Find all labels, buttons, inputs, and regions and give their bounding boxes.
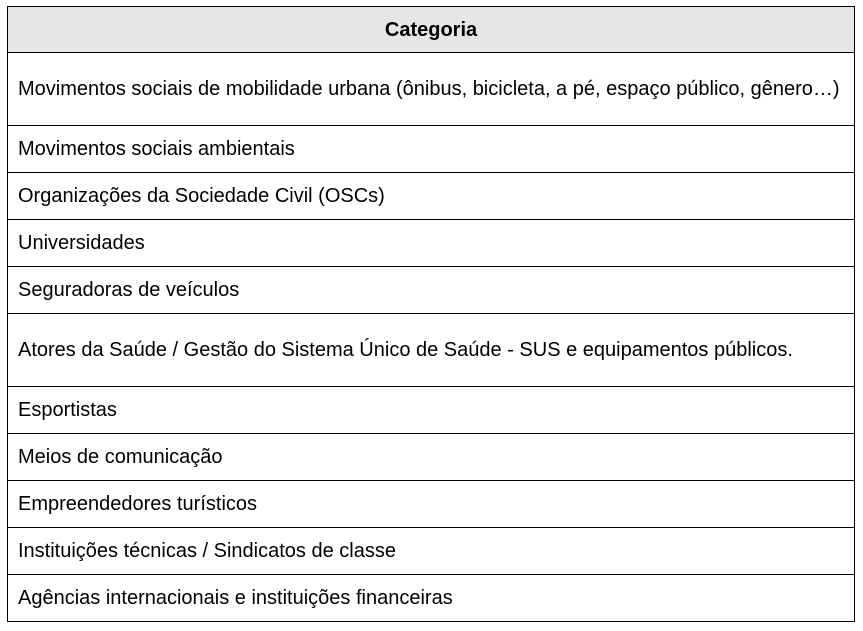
table-row bbox=[8, 173, 855, 220]
table-row bbox=[8, 528, 855, 575]
table-row bbox=[8, 575, 855, 622]
table-row bbox=[8, 314, 855, 387]
table-row bbox=[8, 387, 855, 434]
table-cell: Organizações da Sociedade Civil (OSCs) bbox=[8, 173, 855, 220]
table-row bbox=[8, 434, 855, 481]
table-cell: Seguradoras de veículos bbox=[8, 267, 855, 314]
table-row bbox=[8, 126, 855, 173]
table-header-row bbox=[8, 7, 855, 53]
table-cell: Movimentos sociais ambientais bbox=[8, 126, 855, 173]
table-cell: Movimentos sociais de mobilidade urbana (ônibus, bicicleta, a pé, espaço público, gênero…) bbox=[8, 53, 855, 126]
table-row bbox=[8, 267, 855, 314]
column-header-categoria: Categoria bbox=[8, 7, 855, 53]
table-cell: Agências internacionais e instituições financeiras bbox=[8, 575, 855, 622]
table-cell: Empreendedores turísticos bbox=[8, 481, 855, 528]
category-table bbox=[7, 6, 855, 622]
table-row bbox=[8, 53, 855, 126]
table-cell: Atores da Saúde / Gestão do Sistema Único de Saúde - SUS e equipamentos públicos. bbox=[8, 314, 855, 387]
table-cell: Esportistas bbox=[8, 387, 855, 434]
table-row bbox=[8, 220, 855, 267]
table-cell: Instituições técnicas / Sindicatos de classe bbox=[8, 528, 855, 575]
table-cell: Meios de comunicação bbox=[8, 434, 855, 481]
table-cell: Universidades bbox=[8, 220, 855, 267]
table-row bbox=[8, 481, 855, 528]
